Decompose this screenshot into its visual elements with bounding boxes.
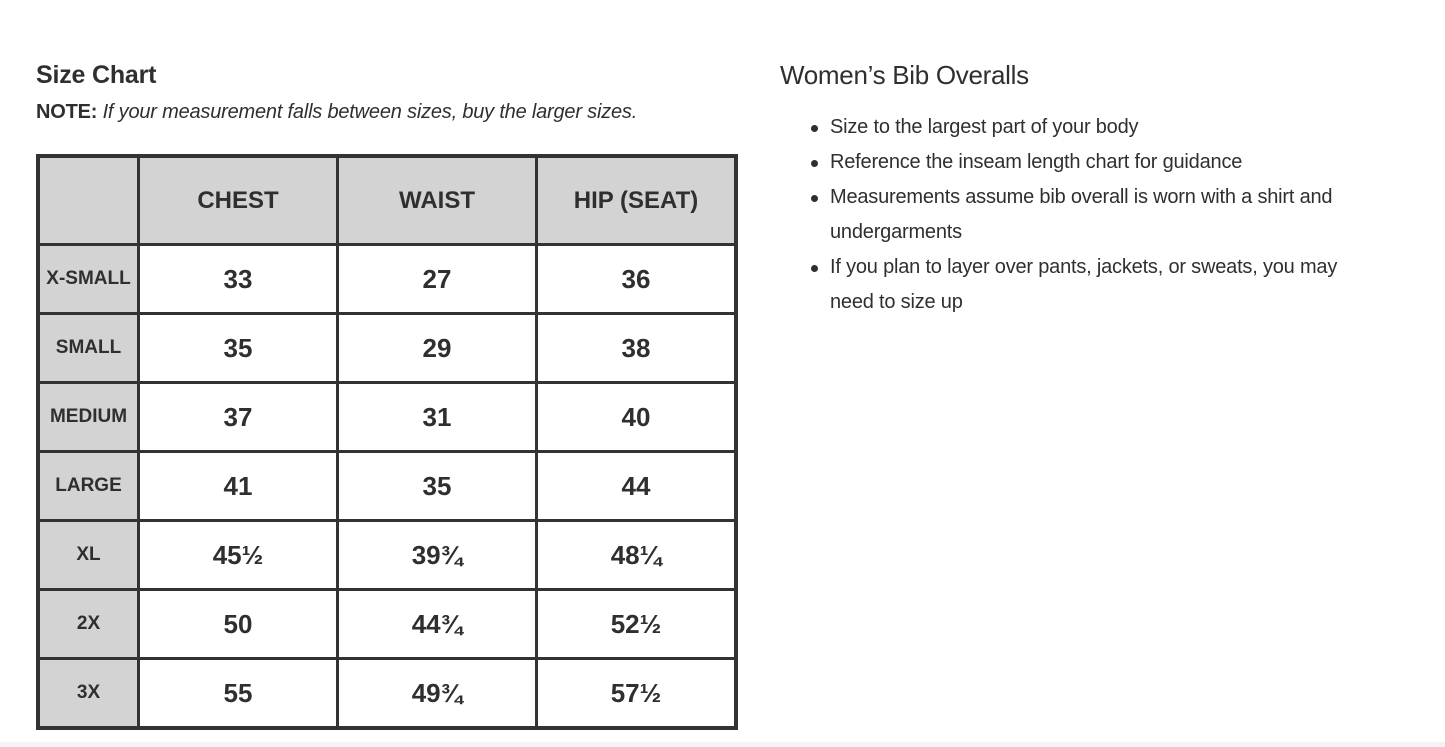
size-label: SMALL — [38, 314, 139, 383]
chest-value: 37 — [139, 383, 338, 452]
chest-value: 33 — [139, 245, 338, 314]
fit-guidance-list — [780, 110, 1380, 320]
chest-value: 55 — [139, 659, 338, 729]
list-item-text: If you plan to layer over pants, jackets, or sweats, you may need to size up — [830, 256, 1338, 313]
hip-value: 44 — [537, 452, 737, 521]
header-waist: WAIST — [338, 156, 537, 245]
table-row — [38, 314, 736, 383]
waist-value: 35 — [338, 452, 537, 521]
waist-value: 44¾ — [338, 590, 537, 659]
product-title: Women’s Bib Overalls — [780, 60, 1029, 90]
bottom-divider — [0, 742, 1445, 747]
list-item-text: Reference the inseam length chart for guidance — [830, 151, 1243, 173]
header-hip: HIP (SEAT) — [537, 156, 737, 245]
chest-value: 41 — [139, 452, 338, 521]
size-label: LARGE — [38, 452, 139, 521]
list-item-text: Measurements assume bib overall is worn with a shirt and undergarments — [830, 186, 1333, 243]
list-item-text: Size to the largest part of your body — [830, 116, 1139, 138]
size-label: MEDIUM — [38, 383, 139, 452]
table-row — [38, 245, 736, 314]
table-row — [38, 383, 736, 452]
table-row — [38, 521, 736, 590]
note-label: NOTE: — [36, 101, 98, 123]
list-item — [830, 110, 1380, 145]
list-item — [830, 250, 1380, 320]
size-table — [36, 154, 738, 730]
hip-value: 48¼ — [537, 521, 737, 590]
size-chart-section — [36, 58, 741, 126]
waist-value: 29 — [338, 314, 537, 383]
bullet-icon — [811, 160, 818, 167]
chest-value: 45½ — [139, 521, 338, 590]
header-corner-cell — [38, 156, 139, 245]
hip-value: 57½ — [537, 659, 737, 729]
waist-value: 39¾ — [338, 521, 537, 590]
hip-value: 40 — [537, 383, 737, 452]
header-chest: CHEST — [139, 156, 338, 245]
table-row — [38, 452, 736, 521]
table-row — [38, 590, 736, 659]
hip-value: 38 — [537, 314, 737, 383]
size-label: XL — [38, 521, 139, 590]
hip-value: 36 — [537, 245, 737, 314]
bullet-icon — [811, 125, 818, 132]
bullet-icon — [811, 265, 818, 272]
table-header-row — [38, 156, 736, 245]
size-note — [36, 98, 741, 126]
table-row — [38, 659, 736, 729]
product-info-section — [780, 58, 1380, 320]
waist-value: 27 — [338, 245, 537, 314]
list-item — [830, 145, 1380, 180]
size-label: 3X — [38, 659, 139, 729]
bullet-icon — [811, 195, 818, 202]
waist-value: 31 — [338, 383, 537, 452]
hip-value: 52½ — [537, 590, 737, 659]
chest-value: 50 — [139, 590, 338, 659]
list-item — [830, 180, 1380, 250]
chest-value: 35 — [139, 314, 338, 383]
size-label: X-SMALL — [38, 245, 139, 314]
waist-value: 49¾ — [338, 659, 537, 729]
note-text: If your measurement falls between sizes, buy the larger sizes. — [102, 101, 638, 123]
size-label: 2X — [38, 590, 139, 659]
size-chart-title: Size Chart — [36, 61, 157, 89]
